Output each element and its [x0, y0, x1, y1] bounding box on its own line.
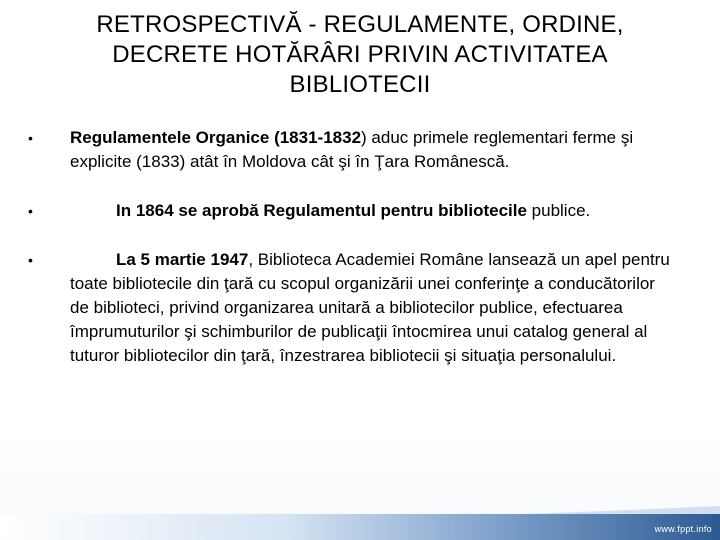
footer-bar	[0, 514, 720, 540]
bullet-icon: •	[28, 203, 33, 219]
bullet-bold-text: In 1864 se aprobă Regulamentul pentru bibliotecile	[116, 201, 527, 220]
slide-title-line-3: BIBLIOTECII	[289, 71, 431, 98]
slide-title-line-1: RETROSPECTIVĂ - REGULAMENTE, ORDINE,	[96, 11, 624, 38]
bullet-icon: •	[28, 252, 33, 268]
bullet-text: ) aduc primele reglementari ferme şi explicite (1833) atât în Moldova cât şi în Ţara Românescă.	[70, 128, 634, 171]
bullet-item-1864-regulament	[24, 199, 674, 223]
bullet-list	[24, 126, 674, 368]
slide-title	[30, 10, 690, 100]
bullet-bold-text: Regulamentele Organice (1831-1832	[70, 128, 362, 147]
bullet-icon: •	[28, 130, 33, 146]
slide-title-line-2: DECRETE HOTĂRÂRI PRIVIN ACTIVITATEA	[112, 41, 608, 68]
bullet-item-1947-apel	[24, 248, 674, 368]
bullet-bold-text: La 5 martie 1947	[116, 250, 249, 269]
bullet-text: publice.	[526, 201, 591, 220]
bullet-text: , Biblioteca Academiei Române lansează un apel pentru toate bibliotecile din ţară cu scopul organizării unei conferinţe a conducătorilor de biblioteci, privind organizarea unitară a bibliotecilor publice, efectuarea împrumuturilor şi schimburilor de publicaţii întocmirea unui catalog general al tuturor bibliotecilor din ţară, înzestrarea bibliotecii şi situaţia personalului.	[70, 250, 670, 365]
footer-logo: www.fppt.info	[654, 524, 712, 534]
bullet-item-regulamentele-organice	[24, 126, 674, 174]
